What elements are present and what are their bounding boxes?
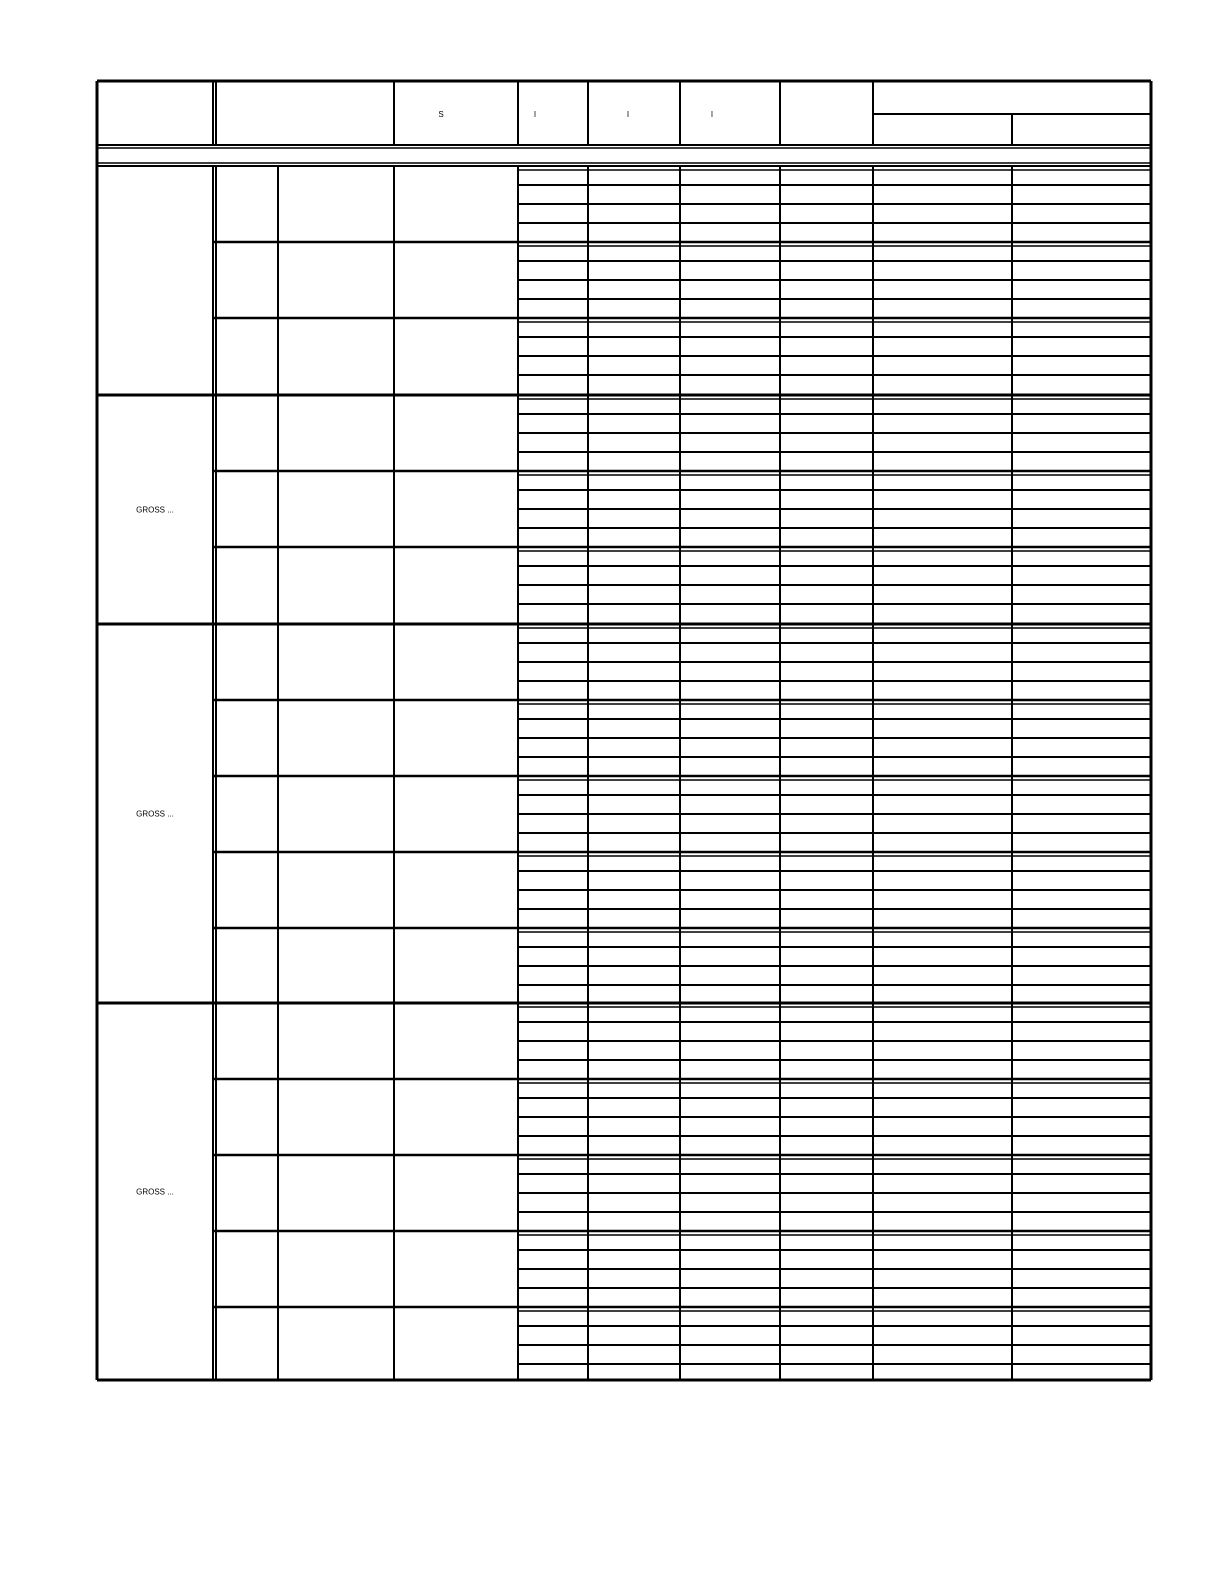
header-col4-label: I [533, 110, 537, 119]
group-label-3: GROSS ... [136, 1187, 174, 1197]
header-col3-label: S [438, 110, 444, 119]
header-col5-label: I [626, 110, 630, 119]
group-label-1: GROSS ... [136, 505, 174, 515]
group-label-2: GROSS ... [136, 809, 174, 819]
header-col6-label: I [710, 110, 714, 119]
